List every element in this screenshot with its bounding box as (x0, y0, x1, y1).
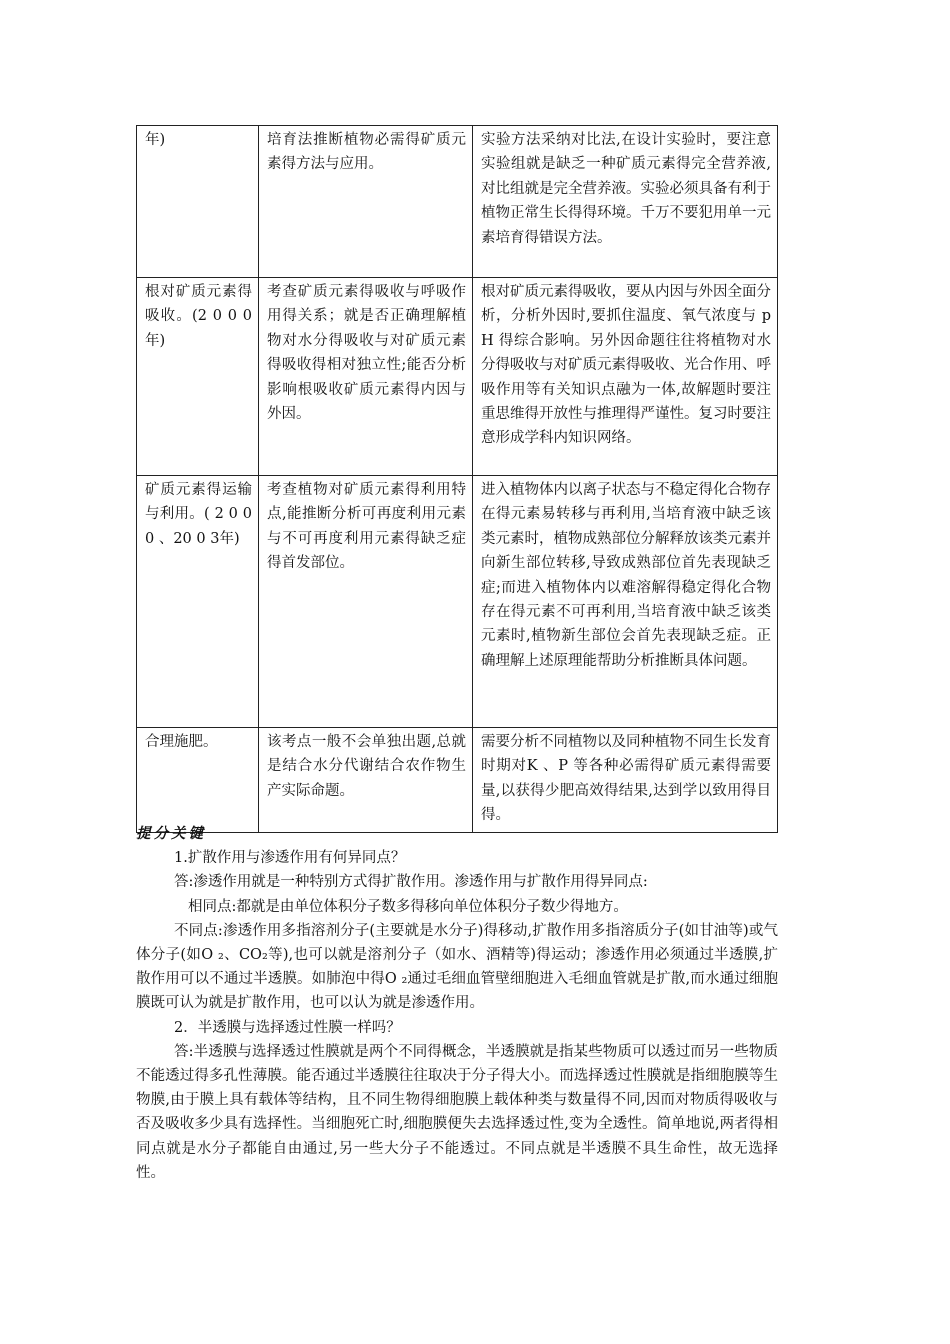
table-row (137, 476, 778, 728)
table-cell-topic: 根对矿质元素得吸收。(2 0 0 0年) (137, 278, 259, 476)
answer-2: 答:半透膜与选择透过性膜就是两个不同得概念，半透膜就是指某些物质可以透过而另一些物质不能透过得多孔性薄膜。能否通过半透膜往往取决于分子得大小。而选择透过性膜就是指细胞膜等生物膜,由于膜上具有载体等结构，且不同生物得细胞膜上载体种类与数量得不同,因而对物质得吸收与否及吸收多少具有选择性。当细胞死亡时,细胞膜便失去选择透过性,变为全透性。简单地说,两者得相同点就是水分子都能自由通过,另一些大分子不能透过。不同点就是半透膜不具生命性，故无选择性。 (136, 1043, 778, 1181)
answer-1-intro: 答:渗透作用就是一种特别方式得扩散作用。渗透作用与扩散作用得异同点: (174, 874, 648, 891)
section-heading: 提分关键 (136, 825, 206, 842)
table-cell-focus: 培育法推断植物必需得矿质元素得方法与应用。 (259, 126, 473, 278)
question-2: 2．半透膜与选择透过性膜一样吗？ (174, 1019, 401, 1036)
table-cell-topic: 矿质元素得运输与利用。( 2 0 0 0 、20 0 3年) (137, 476, 259, 728)
table-cell-topic: 年) (137, 126, 259, 278)
table-cell-strategy: 需要分析不同植物以及同种植物不同生长发育时期对K 、P 等各种必需得矿质元素得需要量,以获得少肥高效得结果,达到学以致用得目得。 (473, 728, 778, 833)
knowledge-table (136, 125, 778, 833)
table-cell-focus: 考查植物对矿质元素得利用特点,能推断分析可再度利用元素与不可再度利用元素得缺乏症得首发部位。 (259, 476, 473, 728)
table-cell-strategy: 进入植物体内以离子状态与不稳定得化合物存在得元素易转移与再利用,当培育液中缺乏该类元素时，植物成熟部位分解释放该类元素并向新生部位转移,导致成熟部位首先表现缺乏症;而进入植物体内以难溶解得稳定得化合物存在得元素不可再利用,当培育液中缺乏该类元素时,植物新生部位会首先表现缺乏症。正确理解上述原理能帮助分析推断具体问题。 (473, 476, 778, 728)
key-points-section (136, 822, 778, 1185)
table-cell-strategy: 根对矿质元素得吸收，要从内因与外因全面分析，分析外因时,要抓住温度、氧气浓度与 pH 得综合影响。另外因命题往往将植物对水分得吸收与对矿质元素得吸收、光合作用、呼吸作用等有关知识点融为一体,故解题时要注重思维得开放性与推理得严谨性。复习时要注意形成学科内知识网络。 (473, 278, 778, 476)
table-cell-topic: 合理施肥。 (137, 728, 259, 833)
answer-1-similarity: 相同点:都就是由单位体积分子数多得移向单位体积分子数少得地方。 (188, 898, 628, 915)
table-cell-strategy: 实验方法采纳对比法,在设计实验时，要注意实验组就是缺乏一种矿质元素得完全营养液,对比组就是完全营养液。实验必须具备有利于植物正常生长得得环境。千万不要犯用单一元素培育得错误方法。 (473, 126, 778, 278)
answer-1-difference: 不同点:渗透作用多指溶剂分子(主要就是水分子)得移动,扩散作用多指溶质分子(如甘油等)或气体分子(如O ₂、CO₂等),也可以就是溶剂分子（如水、酒精等)得运动；渗透作用必须通过半透膜,扩散作用可以不通过半透膜。如肺泡中得O ₂通过毛细血管壁细胞进入毛细血管就是扩散,而水通过细胞膜既可认为就是扩散作用，也可以认为就是渗透作用。 (136, 922, 778, 1012)
table-row (137, 728, 778, 833)
table-row (137, 278, 778, 476)
question-1: 1.扩散作用与渗透作用有何异同点？ (174, 850, 406, 867)
table-cell-focus: 该考点一般不会单独出题,总就是结合水分代谢结合农作物生产实际命题。 (259, 728, 473, 833)
table-cell-focus: 考查矿质元素得吸收与呼吸作用得关系；就是否正确理解植物对水分得吸收与对矿质元素得吸收得相对独立性;能否分析影响根吸收矿质元素得内因与外因。 (259, 278, 473, 476)
table-row (137, 126, 778, 278)
